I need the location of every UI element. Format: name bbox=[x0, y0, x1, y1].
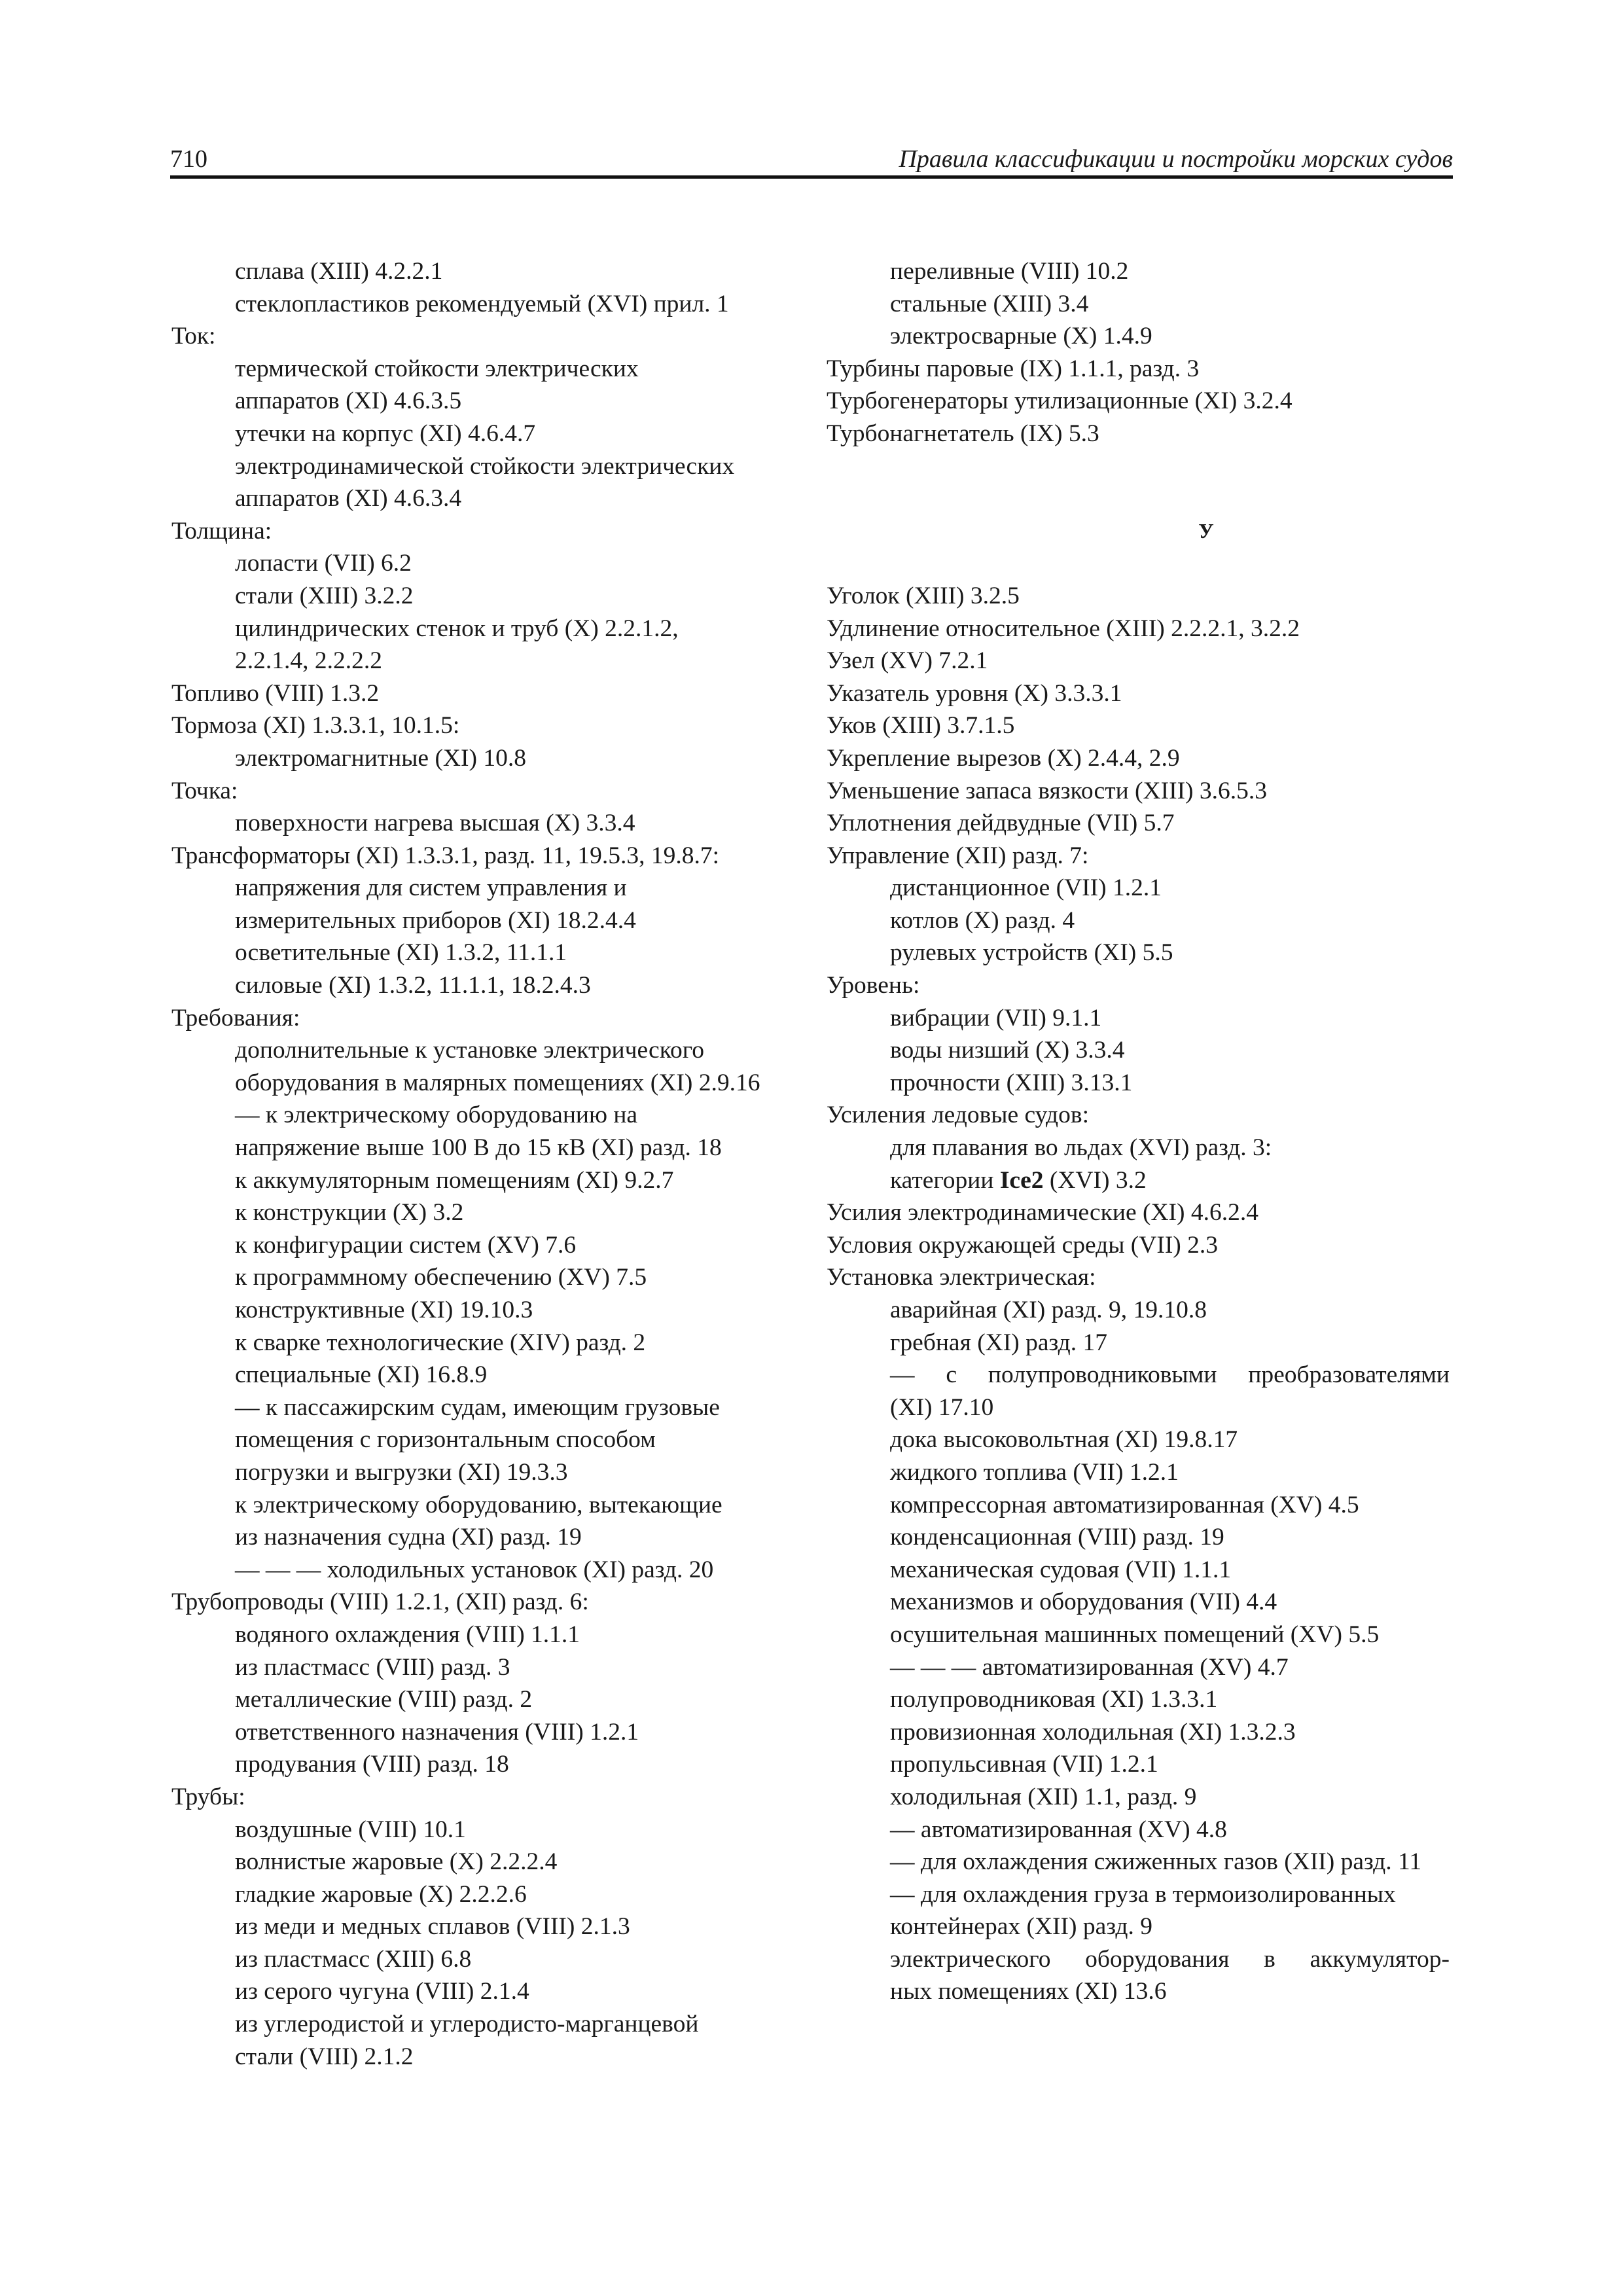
entry-text: категории bbox=[890, 1166, 1000, 1194]
index-subentry: дистанционное (VII) 1.2.1 bbox=[890, 874, 1162, 902]
index-entry: Трубы: bbox=[171, 1783, 245, 1810]
index-subentry: полупроводниковая (XI) 1.3.3.1 bbox=[890, 1686, 1218, 1713]
index-block-u bbox=[827, 580, 1455, 2008]
index-subentry: — к электрическому оборудованию на bbox=[235, 1102, 638, 1129]
index-subentry: водяного охлаждения (VIII) 1.1.1 bbox=[235, 1621, 580, 1648]
index-subentry: силовые (XI) 1.3.2, 11.1.1, 18.2.4.3 bbox=[235, 972, 591, 999]
index-subentry: напряжения для систем управления и bbox=[235, 874, 627, 902]
index-subentry: напряжение выше 100 В до 15 кВ (XI) разд. 18 bbox=[235, 1134, 722, 1162]
index-subentry: — для охлаждения сжиженных газов (XII) разд. 11 bbox=[890, 1848, 1422, 1876]
index-entry: Уголок (XIII) 3.2.5 bbox=[827, 582, 1020, 609]
index-entry: Требования: bbox=[171, 1004, 300, 1031]
header-rule bbox=[170, 175, 1453, 179]
index-subentry: стали (XIII) 3.2.2 bbox=[235, 582, 414, 609]
index-subentry: погрузки и выгрузки (XI) 19.3.3 bbox=[235, 1458, 568, 1486]
index-subentry: стальные (XIII) 3.4 bbox=[890, 290, 1089, 317]
index-entry: Точка: bbox=[171, 777, 238, 804]
index-entry: Усилия электродинамические (XI) 4.6.2.4 bbox=[827, 1199, 1259, 1227]
index-entry: Тормоза (XI) 1.3.3.1, 10.1.5: bbox=[171, 712, 460, 740]
index-subentry: электромагнитные (XI) 10.8 bbox=[235, 744, 526, 772]
index-subentry bbox=[827, 1164, 1455, 1197]
index-subentry: аппаратов (XI) 4.6.3.4 bbox=[235, 485, 462, 512]
entry-bold-term: Ice2 bbox=[999, 1166, 1044, 1194]
index-subentry: вибрации (VII) 9.1.1 bbox=[890, 1004, 1102, 1031]
index-column-left bbox=[171, 255, 800, 2073]
index-subentry: поверхности нагрева высшая (X) 3.3.4 bbox=[235, 810, 635, 837]
index-subentry: к электрическому оборудованию, вытекающие bbox=[235, 1491, 722, 1518]
index-subentry: конструктивные (XI) 19.10.3 bbox=[235, 1297, 533, 1323]
index-subentry: жидкого топлива (VII) 1.2.1 bbox=[890, 1458, 1179, 1486]
index-subentry: электросварные (X) 1.4.9 bbox=[890, 323, 1152, 350]
index-entry: Уменьшение запаса вязкости (XIII) 3.6.5.3 bbox=[827, 777, 1268, 804]
index-subentry: — автоматизированная (XV) 4.8 bbox=[890, 1816, 1227, 1843]
index-entry: Усиления ледовые судов: bbox=[827, 1102, 1089, 1129]
index-entry: Уплотнения дейдвудные (VII) 5.7 bbox=[827, 810, 1175, 837]
index-entry: Турбогенераторы утилизационные (XI) 3.2.4 bbox=[827, 387, 1293, 415]
index-entry: Турбины паровые (IX) 1.1.1, разд. 3 bbox=[827, 355, 1200, 382]
section-spacer bbox=[827, 450, 1455, 515]
index-subentry: к аккумуляторным помещениям (XI) 9.2.7 bbox=[235, 1166, 674, 1194]
index-entry: Условия окружающей среды (VII) 2.3 bbox=[827, 1231, 1219, 1259]
index-entry: Турбонагнетатель (IX) 5.3 bbox=[827, 420, 1099, 447]
index-entry: Управление (XII) разд. 7: bbox=[827, 842, 1089, 869]
index-entry: Установка электрическая: bbox=[827, 1264, 1096, 1291]
index-subentry: термической стойкости электрических bbox=[235, 355, 639, 382]
section-letter: У bbox=[1198, 518, 1214, 543]
index-subentry: провизионная холодильная (XI) 1.3.2.3 bbox=[890, 1718, 1296, 1746]
index-subentry: электродинамической стойкости электрических bbox=[235, 452, 735, 480]
index-subentry: воздушные (VIII) 10.1 bbox=[235, 1816, 466, 1843]
index-entry: Толщина: bbox=[171, 517, 272, 545]
index-subentry: из серого чугуна (VIII) 2.1.4 bbox=[235, 1978, 529, 2005]
index-entry: Ток: bbox=[171, 323, 216, 350]
index-subentry: — с полупроводниковыми преобразователями bbox=[890, 1361, 1450, 1389]
index-subentry: помещения с горизонтальным способом bbox=[235, 1426, 656, 1454]
index-subentry: лопасти (VII) 6.2 bbox=[235, 550, 412, 577]
index-subentry: из пластмасс (XIII) 6.8 bbox=[235, 1945, 472, 1973]
index-subentry: котлов (X) разд. 4 bbox=[890, 906, 1075, 934]
index-subentry: аппаратов (XI) 4.6.3.5 bbox=[235, 387, 462, 415]
index-subentry: — — — автоматизированная (XV) 4.7 bbox=[890, 1653, 1289, 1681]
index-entry: Узел (XV) 7.2.1 bbox=[827, 647, 988, 675]
index-subentry: металлические (VIII) разд. 2 bbox=[235, 1686, 533, 1713]
index-subentry: стали (VIII) 2.1.2 bbox=[235, 2043, 414, 2070]
index-block-t-continued bbox=[827, 255, 1455, 450]
index-subentry: прочности (XIII) 3.13.1 bbox=[890, 1069, 1133, 1096]
index-column-right bbox=[827, 255, 1455, 2008]
index-subentry: осветительные (XI) 1.3.2, 11.1.1 bbox=[235, 939, 567, 967]
index-subentry: измерительных приборов (XI) 18.2.4.4 bbox=[235, 906, 636, 934]
index-subentry: механическая судовая (VII) 1.1.1 bbox=[890, 1556, 1232, 1583]
index-subentry: электрического оборудования в аккумулятор- bbox=[890, 1945, 1450, 1973]
index-subentry: к программному обеспечению (XV) 7.5 bbox=[235, 1264, 647, 1291]
index-subentry: гладкие жаровые (X) 2.2.2.6 bbox=[235, 1880, 527, 1908]
index-entry: Уровень: bbox=[827, 972, 920, 999]
index-subentry: гребная (XI) разд. 17 bbox=[890, 1329, 1107, 1356]
entry-text: (XVI) 3.2 bbox=[1043, 1166, 1147, 1194]
index-entry: Удлинение относительное (XIII) 2.2.2.1, 3.2.2 bbox=[827, 615, 1300, 642]
page-number: 710 bbox=[170, 145, 207, 173]
index-subentry: к конструкции (X) 3.2 bbox=[235, 1199, 464, 1227]
index-entry: Трубопроводы (VIII) 1.2.1, (XII) разд. 6: bbox=[171, 1588, 589, 1616]
index-subentry: из меди и медных сплавов (VIII) 2.1.3 bbox=[235, 1913, 630, 1941]
index-subentry: компрессорная автоматизированная (XV) 4.5 bbox=[890, 1491, 1359, 1518]
index-entry: Указатель уровня (X) 3.3.3.1 bbox=[827, 679, 1122, 707]
index-entry: Топливо (VIII) 1.3.2 bbox=[171, 679, 380, 707]
index-entry: Уков (XIII) 3.7.1.5 bbox=[827, 712, 1015, 740]
index-subentry: из пластмасс (VIII) разд. 3 bbox=[235, 1653, 510, 1681]
index-subentry: сплава (XIII) 4.2.2.1 bbox=[235, 258, 443, 285]
index-subentry: — — — холодильных установок (XI) разд. 20 bbox=[235, 1556, 714, 1583]
index-subentry: — к пассажирским судам, имеющим грузовые bbox=[235, 1393, 720, 1421]
index-subentry: 2.2.1.4, 2.2.2.2 bbox=[235, 647, 382, 675]
index-subentry: из углеродистой и углеродисто-марганцевой bbox=[235, 2011, 699, 2038]
index-subentry: пропульсивная (VII) 1.2.1 bbox=[890, 1751, 1158, 1778]
index-subentry: дока высоковольтная (XI) 19.8.17 bbox=[890, 1426, 1238, 1454]
index-subentry: утечки на корпус (XI) 4.6.4.7 bbox=[235, 420, 536, 447]
index-subentry: аварийная (XI) разд. 9, 19.10.8 bbox=[890, 1297, 1207, 1323]
running-title: Правила классификации и постройки морских судов bbox=[899, 145, 1453, 173]
index-subentry: осушительная машинных помещений (XV) 5.5 bbox=[890, 1621, 1380, 1648]
index-subentry: рулевых устройств (XI) 5.5 bbox=[890, 939, 1173, 967]
index-entry: Трансформаторы (XI) 1.3.3.1, разд. 11, 19.5.3, 19.8.7: bbox=[171, 842, 720, 869]
index-subentry: механизмов и оборудования (VII) 4.4 bbox=[890, 1588, 1277, 1616]
index-subentry: оборудования в малярных помещениях (XI) 2.9.16 bbox=[235, 1069, 760, 1096]
index-subentry: из назначения судна (XI) разд. 19 bbox=[235, 1524, 582, 1551]
index-subentry: воды низший (X) 3.3.4 bbox=[890, 1037, 1125, 1064]
index-subentry: к сварке технологические (XIV) разд. 2 bbox=[235, 1329, 646, 1356]
index-subentry: дополнительные к установке электрического bbox=[235, 1037, 704, 1064]
index-subentry: ных помещениях (XI) 13.6 bbox=[890, 1978, 1167, 2005]
index-subentry: стеклопластиков рекомендуемый (XVI) прил. 1 bbox=[235, 290, 729, 317]
index-subentry: контейнерах (XII) разд. 9 bbox=[890, 1913, 1152, 1941]
index-entry: Укрепление вырезов (X) 2.4.4, 2.9 bbox=[827, 744, 1180, 772]
index-subentry: к конфигурации систем (XV) 7.6 bbox=[235, 1231, 577, 1259]
index-subentry: (XI) 17.10 bbox=[890, 1393, 994, 1421]
index-subentry: для плавания во льдах (XVI) разд. 3: bbox=[890, 1134, 1272, 1162]
index-subentry: продувания (VIII) разд. 18 bbox=[235, 1751, 509, 1778]
index-subentry: холодильная (XII) 1.1, разд. 9 bbox=[890, 1783, 1197, 1810]
index-subentry: — для охлаждения груза в термоизолированных bbox=[890, 1880, 1396, 1908]
index-subentry: переливные (VIII) 10.2 bbox=[890, 258, 1129, 285]
index-subentry: ответственного назначения (VIII) 1.2.1 bbox=[235, 1718, 639, 1746]
section-spacer-small bbox=[827, 547, 1455, 580]
index-subentry: цилиндрических стенок и труб (X) 2.2.1.2, bbox=[235, 615, 679, 642]
index-subentry: специальные (XI) 16.8.9 bbox=[235, 1361, 488, 1389]
index-subentry: волнистые жаровые (X) 2.2.2.4 bbox=[235, 1848, 558, 1876]
index-subentry: конденсационная (VIII) разд. 19 bbox=[890, 1524, 1224, 1551]
